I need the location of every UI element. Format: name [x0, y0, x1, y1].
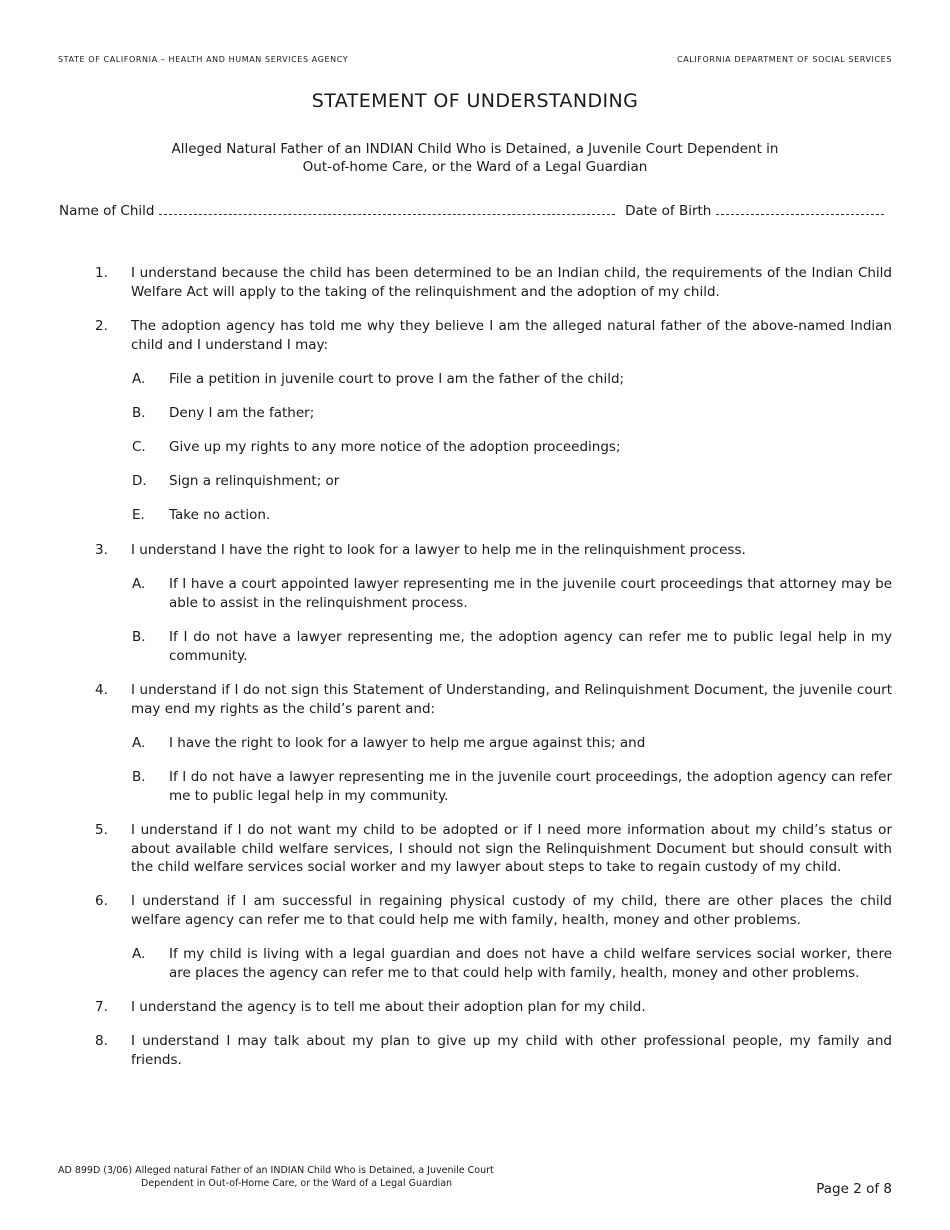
date-of-birth-field[interactable]: [716, 202, 884, 215]
sub-item-text: If I do not have a lawyer representing me, the adoption agency can refer me to public legal help in my community.: [169, 629, 892, 664]
item-number: 1.: [95, 265, 108, 281]
list-item: [95, 264, 892, 301]
list-item: [95, 317, 892, 354]
item-text: I understand I have the right to look for a lawyer to help me in the relinquishment process.: [131, 542, 746, 558]
sub-item-text: Sign a relinquishment; or: [169, 473, 340, 489]
sub-item: [132, 628, 892, 665]
name-of-child-label: Name of Child: [59, 203, 155, 219]
sub-item: [132, 768, 892, 805]
item-text: The adoption agency has told me why they believe I am the alleged natural father of the above-named Indian child and I understand I may:: [131, 318, 892, 353]
name-of-child-field[interactable]: [159, 202, 615, 215]
item-text: I understand if I do not want my child to be adopted or if I need more information about my child’s status or about available child welfare services, I should not sign the Relinquishment Document but should consult with the child welfare services social worker and my lawyer about steps to take to regain custody of my child.: [131, 822, 892, 875]
sub-item: [132, 506, 892, 525]
list-item: [95, 1032, 892, 1069]
sub-item: [132, 945, 892, 982]
sub-item-letter: B.: [132, 405, 146, 421]
list-item: [95, 998, 892, 1017]
child-info-line: [59, 202, 899, 219]
item-number: 7.: [95, 999, 108, 1015]
item-text: I understand I may talk about my plan to give up my child with other professional people, my family and friends.: [131, 1033, 892, 1068]
list-item: [95, 892, 892, 929]
sub-item-letter: E.: [132, 507, 145, 523]
list-item: [95, 681, 892, 718]
sub-item-letter: A.: [132, 371, 146, 387]
form-identifier-line-1: AD 899D (3/06) Alleged natural Father of an INDIAN Child Who is Detained, a Juvenile Court: [58, 1165, 494, 1176]
item-number: 5.: [95, 822, 108, 838]
item-number: 3.: [95, 542, 108, 558]
list-item: [95, 821, 892, 877]
item-text: I understand if I am successful in regaining physical custody of my child, there are other places the child welfare agency can refer me to that could help me with family, health, money and other problems.: [131, 893, 892, 928]
document-subtitle: [100, 140, 850, 176]
sub-item: [132, 370, 892, 389]
sub-item-text: If I do not have a lawyer representing me in the juvenile court proceedings, the adoption agency can refer me to public legal help in my community.: [169, 769, 892, 804]
form-identifier-line-2: Dependent in Out-of-Home Care, or the Ward of a Legal Guardian: [141, 1178, 453, 1189]
sub-item-text: I have the right to look for a lawyer to help me argue against this; and: [169, 735, 646, 751]
department-header: CALIFORNIA DEPARTMENT OF SOCIAL SERVICES: [677, 55, 892, 64]
sub-item-letter: B.: [132, 629, 146, 645]
sub-item: [132, 438, 892, 457]
sub-item: [132, 575, 892, 612]
sub-item: [132, 472, 892, 491]
list-item: [95, 541, 892, 560]
item-number: 8.: [95, 1033, 108, 1049]
document-title: STATEMENT OF UNDERSTANDING: [311, 90, 639, 112]
subtitle-line-1: Alleged Natural Father of an INDIAN Child Who is Detained, a Juvenile Court Dependent in: [171, 141, 779, 157]
sub-item-letter: A.: [132, 946, 146, 962]
sub-item: [132, 734, 892, 753]
sub-item-text: Take no action.: [169, 507, 271, 523]
sub-item-text: Deny I am the father;: [169, 405, 315, 421]
item-text: I understand the agency is to tell me about their adoption plan for my child.: [131, 999, 646, 1015]
sub-item-letter: C.: [132, 439, 146, 455]
subtitle-line-2: Out-of-home Care, or the Ward of a Legal Guardian: [302, 159, 648, 175]
item-text: I understand because the child has been determined to be an Indian child, the requirements of the Indian Child Welfare Act will apply to the taking of the relinquishment and the adoption of my child.: [131, 265, 892, 300]
item-number: 6.: [95, 893, 108, 909]
sub-item-letter: A.: [132, 576, 146, 592]
sub-item-letter: A.: [132, 735, 146, 751]
date-of-birth-label: Date of Birth: [625, 203, 712, 219]
item-text: I understand if I do not sign this Statement of Understanding, and Relinquishment Document, the juvenile court may end my rights as the child’s parent and:: [131, 682, 892, 717]
agency-header: STATE OF CALIFORNIA – HEALTH AND HUMAN SERVICES AGENCY: [58, 55, 349, 64]
sub-item-text: If I have a court appointed lawyer representing me in the juvenile court proceedings that attorney may be able to assist in the relinquishment process.: [169, 576, 892, 611]
form-identifier: [58, 1164, 494, 1190]
item-number: 4.: [95, 682, 108, 698]
sub-item-text: File a petition in juvenile court to prove I am the father of the child;: [169, 371, 625, 387]
item-number: 2.: [95, 318, 108, 334]
sub-item: [132, 404, 892, 423]
sub-item-letter: D.: [132, 473, 147, 489]
sub-item-text: Give up my rights to any more notice of the adoption proceedings;: [169, 439, 621, 455]
page-number: Page 2 of 8: [816, 1181, 892, 1197]
sub-item-text: If my child is living with a legal guardian and does not have a child welfare services social worker, there are places the agency can refer me to that could help with family, health, money and other problems.: [169, 946, 892, 981]
sub-item-letter: B.: [132, 769, 146, 785]
